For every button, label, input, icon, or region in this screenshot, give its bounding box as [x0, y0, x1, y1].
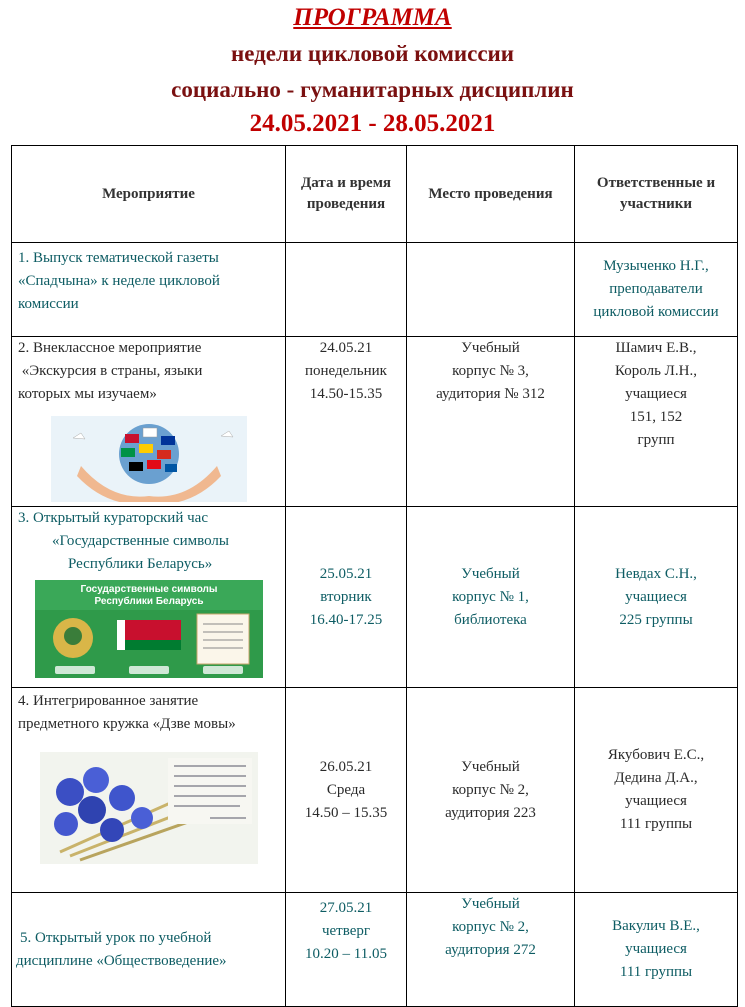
- place-line: аудитория № 312: [436, 386, 545, 402]
- date-cell: [286, 243, 407, 337]
- people-line: учащиеся: [625, 941, 687, 957]
- place-line: Учебный: [461, 896, 520, 912]
- date-cell: [286, 507, 407, 688]
- place-line: корпус № 2,: [452, 919, 529, 935]
- event-line: 5. Открытый урок по учебной: [20, 929, 212, 946]
- day-line: понедельник: [305, 363, 387, 379]
- program-subtitle-line1: недели цикловой комиссии: [230, 41, 515, 66]
- place-line: корпус № 2,: [452, 781, 529, 798]
- place-line: Учебный: [461, 340, 520, 356]
- place-cell: [407, 337, 575, 507]
- people-cell: [575, 243, 738, 337]
- day-line: вторник: [320, 588, 372, 605]
- place-cell: [407, 243, 575, 337]
- table-header-row: [12, 146, 738, 243]
- people-cell: [575, 507, 738, 688]
- event-cell: [12, 688, 286, 893]
- time-line: 14.50 – 15.35: [304, 804, 388, 821]
- event-line: «Экскурсия в страны, языки: [18, 363, 203, 379]
- people-line: учащиеся: [625, 588, 687, 605]
- event-line: 2. Внеклассное мероприятие: [18, 340, 202, 356]
- event-line: которых мы изучаем»: [18, 386, 157, 402]
- place-line: корпус № 1,: [452, 588, 529, 605]
- time-line: 14.50-15.35: [309, 386, 383, 402]
- day-line: четверг: [321, 923, 371, 939]
- image-caption-line1: Государственные символы: [80, 584, 217, 595]
- place-line: Учебный: [461, 758, 520, 775]
- people-line: групп: [637, 432, 675, 448]
- date-line: 25.05.21: [319, 565, 373, 582]
- program-title: ПРОГРАММА: [293, 4, 452, 31]
- people-line: Музыченко Н.Г.,: [603, 258, 709, 274]
- place-line: аудитория 272: [445, 942, 536, 958]
- place-line: аудитория 223: [445, 804, 536, 821]
- event-cell: [12, 507, 286, 688]
- event-line: 4. Интегрированное занятие: [18, 693, 199, 709]
- people-line: Невдах С.Н.,: [615, 565, 697, 582]
- event-line: «Государственные символы: [52, 533, 229, 549]
- people-line: Король Л.Н.,: [615, 363, 697, 379]
- people-line: Вакулич В.Е.,: [612, 918, 700, 934]
- event-line: Республики Беларусь»: [68, 556, 213, 572]
- place-line: Учебный: [461, 565, 520, 582]
- time-line: 16.40-17.25: [309, 611, 383, 628]
- event-cell: [12, 893, 286, 1007]
- people-line: 111 группы: [619, 964, 693, 980]
- table-row: [12, 507, 738, 688]
- table-row: [12, 243, 738, 337]
- date-line: 24.05.21: [319, 340, 373, 356]
- people-line: учащиеся: [625, 793, 687, 809]
- event-line: предметного кружка «Дзве мовы»: [18, 716, 236, 732]
- people-line: Шамич Е.В.,: [615, 340, 697, 356]
- date-cell: [286, 688, 407, 893]
- header-place: Место проведения: [407, 146, 575, 243]
- place-cell: [407, 507, 575, 688]
- table-row: [12, 893, 738, 1007]
- people-cell: [575, 337, 738, 507]
- people-line: Якубович Е.С.,: [607, 747, 705, 763]
- people-cell: [575, 688, 738, 893]
- event-line: дисциплине «Обществоведение»: [16, 952, 227, 969]
- program-table: [11, 145, 738, 1007]
- place-line: корпус № 3,: [452, 363, 529, 379]
- time-line: 10.20 – 11.05: [305, 946, 387, 962]
- day-line: Среда: [326, 781, 366, 798]
- globe-hands-image: [51, 416, 247, 502]
- people-cell: [575, 893, 738, 1007]
- event-line: «Спадчына» к неделе цикловой: [18, 273, 220, 289]
- event-line: 1. Выпуск тематической газеты: [18, 250, 219, 266]
- place-line: библиотека: [454, 611, 527, 628]
- people-line: Дедина Д.А.,: [614, 770, 698, 786]
- cornflowers-image: [40, 752, 258, 864]
- people-line: 111 группы: [619, 816, 693, 832]
- event-cell: [12, 243, 286, 337]
- event-cell: [12, 337, 286, 507]
- program-date-range: 24.05.2021 - 28.05.2021: [249, 110, 496, 137]
- table-row: [12, 337, 738, 507]
- table-row: [12, 688, 738, 893]
- people-line: цикловой комиссии: [593, 304, 719, 320]
- people-line: преподаватели: [609, 281, 703, 297]
- place-cell: [407, 688, 575, 893]
- date-line: 26.05.21: [319, 758, 373, 775]
- state-symbols-image: [35, 580, 263, 678]
- people-line: учащиеся: [625, 386, 687, 402]
- image-caption-line2: Республики Беларусь: [93, 596, 204, 607]
- place-cell: [407, 893, 575, 1007]
- date-cell: [286, 337, 407, 507]
- header-date: Дата и время проведения: [286, 146, 407, 243]
- event-line: комиссии: [18, 296, 79, 312]
- people-line: 151, 152: [629, 409, 683, 425]
- date-cell: [286, 893, 407, 1007]
- program-subtitle-line2: социально - гуманитарных дисциплин: [171, 77, 574, 102]
- header-event: Мероприятие: [12, 146, 286, 243]
- date-line: 27.05.21: [319, 900, 373, 916]
- header-people: Ответственные и участники: [575, 146, 738, 243]
- people-line: 225 группы: [619, 611, 693, 628]
- event-line: 3. Открытый кураторский час: [18, 510, 208, 526]
